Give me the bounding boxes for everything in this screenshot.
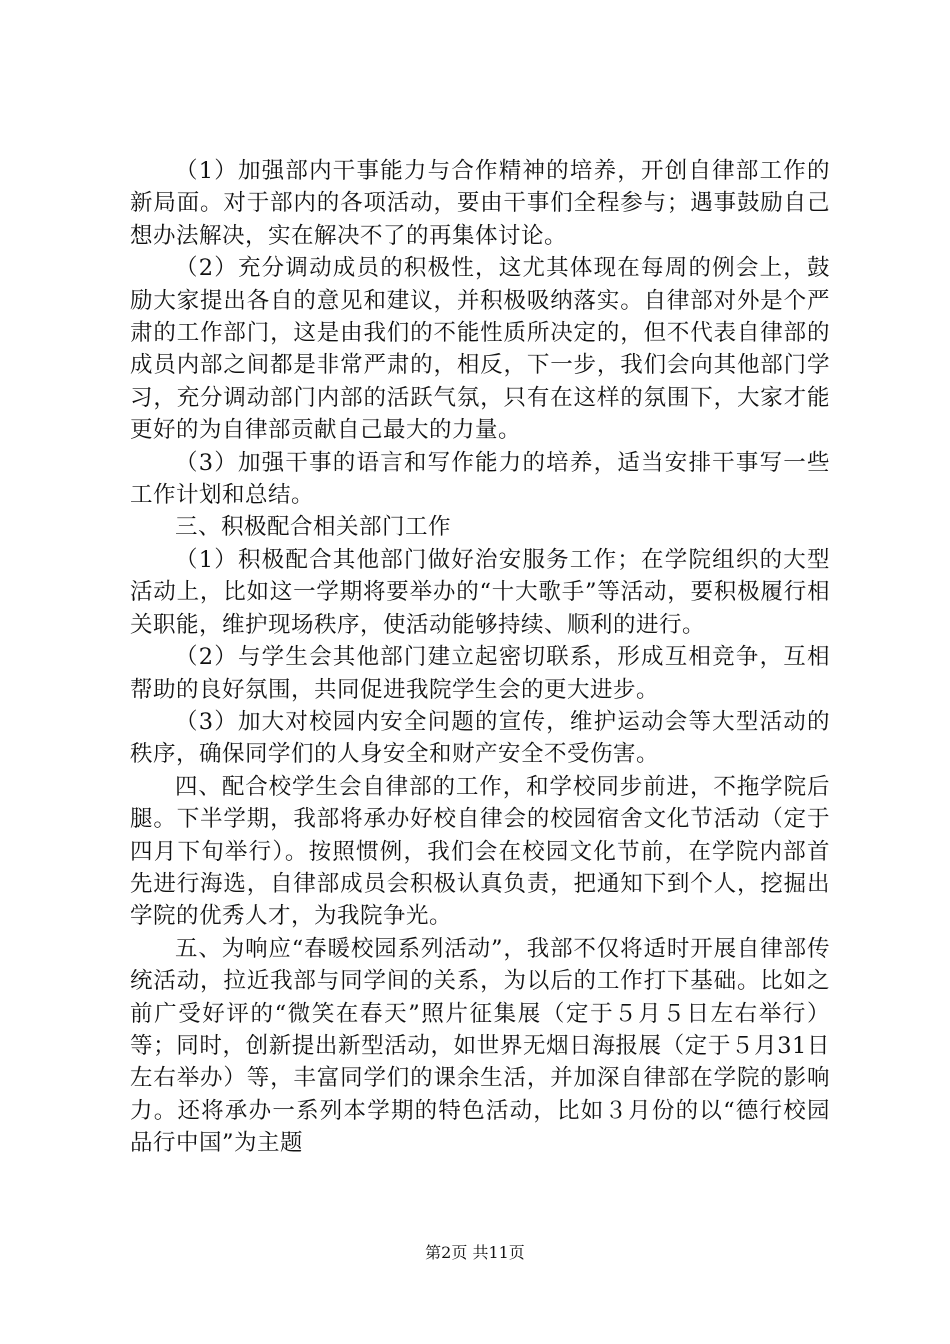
paragraph-3: （3）加强干事的语言和写作能力的培养，适当安排干事写一些工作计划和总结。 <box>130 449 830 509</box>
paragraph-5: （2）与学生会其他部门建立起密切联系，形成互相竞争，互相帮助的良好氛围，共同促进我院学生会的更大进步。 <box>130 644 830 703</box>
paragraph-section-4: 四、配合校学生会自律部的工作，和学校同步前进，不拖学院后腿。下半学期，我部将承办好校自律会的校园宿舍文化节活动（定于四月下旬举行）。按照惯例，我们会在校园文化节前，在学院内部首先进行海选，自律部成员会积极认真负责，把通知下到个人，挖掘出学院的优秀人才，为我院争光。 <box>130 773 830 930</box>
paragraph-2: （2）充分调动成员的积极性，这尤其体现在每周的例会上，鼓励大家提出各自的意见和建议，并积极吸纳落实。自律部对外是个严肃的工作部门，这是由我们的不能性质所决定的，但不代表自律部的成员内部之间都是非常严肃的，相反，下一步，我们会向其他部门学习，充分调动部门内部的活跃气氛，只有在这样的氛围下，大家才能更好的为自律部贡献自己最大的力量。 <box>130 255 830 444</box>
page-footer: 第2页 共11页 <box>425 1243 525 1262</box>
body-text <box>130 155 830 1160</box>
section-heading-3: 三、积极配合相关部门工作 <box>175 514 452 541</box>
paragraph-section-5: 五、为响应“春暖校园系列活动”，我部不仅将适时开展自律部传统活动，拉近我部与同学间的关系，为以后的工作打下基础。比如之前广受好评的“微笑在春天”照片征集展（定于５月５日左右举行）等；同时，创新提出新型活动，如世界无烟日海报展（定于５月31日左右举办）等，丰富同学们的课余生活，并加深自律部在学院的影响力。还将承办一系列本学期的特色活动，比如３月份的以“德行校园品行中国”为主题 <box>130 935 830 1157</box>
paragraph-1: （1）加强部内干事能力与合作精神的培养，开创自律部工作的新局面。对于部内的各项活动，要由干事们全程参与；遇事鼓励自己想办法解决，实在解决不了的再集体讨论。 <box>130 158 830 249</box>
paragraph-4: （1）积极配合其他部门做好治安服务工作；在学院组织的大型活动上，比如这一学期将要举办的“十大歌手”等活动，要积极履行相关职能，维护现场秩序，使活动能够持续、顺利的进行。 <box>130 546 830 638</box>
paragraph-6: （3）加大对校园内安全问题的宣传，维护运动会等大型活动的秩序，确保同学们的人身安全和财产安全不受伤害。 <box>130 708 830 768</box>
